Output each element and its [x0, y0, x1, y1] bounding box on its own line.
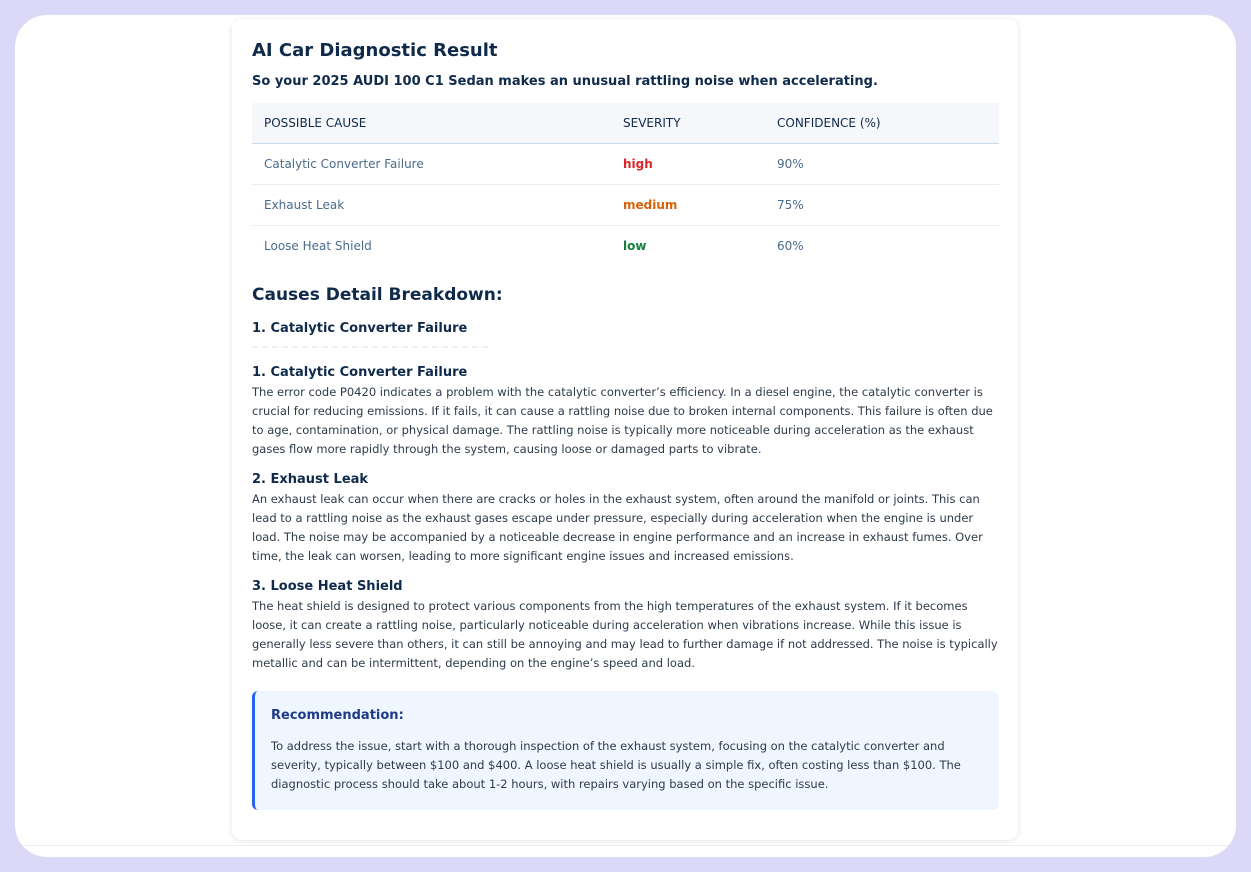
table-row — [252, 226, 999, 267]
cause-cell: Catalytic Converter Failure — [252, 144, 611, 185]
recommendation-title: Recommendation: — [271, 708, 404, 723]
vehicle-summary: So your 2025 AUDI 100 C1 Sedan makes an unusual rattling noise when accelerating. — [252, 74, 878, 89]
cause-details — [252, 364, 998, 673]
diagnostic-result-card — [232, 19, 1018, 840]
cause-detail-heading: 2. Exhaust Leak — [252, 472, 369, 487]
header-severity: SEVERITY — [611, 103, 765, 144]
table-row — [252, 185, 999, 226]
cause-detail-catalytic-converter — [252, 364, 998, 459]
recommendation-text: To address the issue, start with a thorough inspection of the exhaust system, focusing on the catalytic converter and severity, typically between $100 and $400. A loose heat shield is usually a simple fix, often costing less than $100. The diagnostic process should take about 1-2 hours, with repairs varying based on the specific issue. — [271, 739, 961, 791]
severity-cell: medium — [611, 185, 765, 226]
cause-detail-text: The error code P0420 indicates a problem with the catalytic converter’s efficiency. In a diesel engine, the catalytic converter is crucial for reducing emissions. If it fails, it can cause a rattling noise due to broken internal components. This failure is often due to age, contamination, or physical damage. The rattling noise is typically more noticeable during acceleration as the exhaust gases flow more rapidly through the system, causing loose or damaged parts to vibrate. — [252, 385, 993, 456]
cause-detail-exhaust-leak — [252, 471, 998, 566]
cause-detail-heading: 1. Catalytic Converter Failure — [252, 365, 468, 380]
table-row — [252, 144, 999, 185]
recommendation-box — [252, 691, 999, 810]
causes-table — [252, 103, 999, 266]
cause-cell: Exhaust Leak — [252, 185, 611, 226]
cause-detail-text: The heat shield is designed to protect various components from the high temperatures of the exhaust system. If it becomes loose, it can create a rattling noise, particularly noticeable during acceleration when vibrations increase. While this issue is generally less severe than others, it can still be annoying and may lead to further damage if not addressed. The noise is typically metallic and can be intermittent, depending on the engine’s speed and load. — [252, 599, 998, 670]
page-title: AI Car Diagnostic Result — [252, 40, 498, 61]
severity-cell: high — [611, 144, 765, 185]
breakdown-first-heading: 1. Catalytic Converter Failure — [252, 321, 468, 336]
cause-detail-heat-shield — [252, 578, 998, 673]
table-header-row — [252, 103, 999, 144]
confidence-cell: 60% — [777, 239, 804, 253]
cause-detail-heading: 3. Loose Heat Shield — [252, 579, 403, 594]
confidence-cell: 75% — [765, 185, 999, 226]
cause-cell: Loose Heat Shield — [264, 239, 372, 253]
header-possible-cause: POSSIBLE CAUSE — [252, 103, 611, 144]
app-frame — [15, 15, 1236, 857]
header-confidence: CONFIDENCE (%) — [765, 103, 999, 144]
bottom-divider — [15, 845, 1236, 846]
breakdown-title: Causes Detail Breakdown: — [252, 285, 503, 305]
severity-cell: low — [623, 239, 647, 253]
confidence-cell: 90% — [765, 144, 999, 185]
faded-text-line — [252, 346, 488, 348]
cause-detail-text: An exhaust leak can occur when there are cracks or holes in the exhaust system, often around the manifold or joints. This can lead to a rattling noise as the exhaust gases escape under pressure, especially during acceleration when the engine is under load. The noise may be accompanied by a noticeable decrease in engine performance and an increase in exhaust fumes. Over time, the leak can worsen, leading to more significant engine issues and increased emissions. — [252, 492, 983, 563]
